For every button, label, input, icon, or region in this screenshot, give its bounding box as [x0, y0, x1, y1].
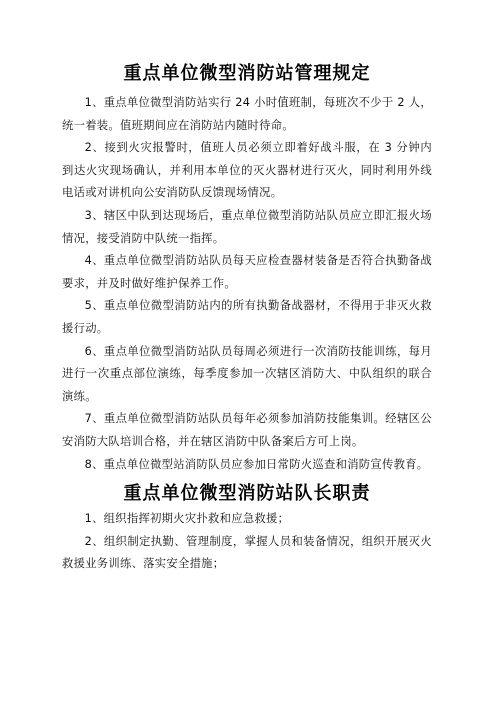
- regulation-item-7: 7、重点单位微型消防站队员每年必须参加消防技能集训。经辖区公安消防大队培训合格，并在辖区消防中队备案后方可上岗。: [62, 412, 432, 448]
- regulation-item-8: 8、重点单位微型站消防队员应参加日常防火巡查和消防宣传教育。: [84, 457, 429, 471]
- regulation-item-1: 1、重点单位微型消防站实行 24 小时值班制，每班次不少于 2 人，统一着装。值班期间应在消防站内随时待命。: [62, 96, 432, 132]
- regulation-item-4: 4、重点单位微型消防站队员每天应检查器材装备是否符合执勤备战要求，并及时做好维护保养工作。: [62, 254, 432, 290]
- section-title-regulations: 重点单位微型消防站管理规定: [123, 63, 371, 84]
- regulation-item-5: 5、重点单位微型消防站内的所有执勤备战器材，不得用于非灭火救援行动。: [62, 299, 432, 335]
- duty-item-2: 2、组织制定执勤、管理制度，掌握人员和装备情况，组织开展灭火救援业务训练、落实安全措施；: [62, 534, 432, 571]
- regulation-item-3: 3、辖区中队到达现场后，重点单位微型消防站队员应立即汇报火场情况，接受消防中队统一指挥。: [62, 208, 432, 245]
- document-body: [62, 60, 432, 576]
- regulation-item-6: 6、重点单位微型消防站队员每周必须进行一次消防技能训练，每月进行一次重点部位演练，每季度参加一次辖区消防大、中队组织的联合演练。: [62, 344, 432, 403]
- regulation-item-2: 2、接到火灾报警时，值班人员必须立即着好战斗服，在 3 分钟内到达火灾现场确认，并利用本单位的灭火器材进行灭火，同时利用外线电话或对讲机向公安消防队反馈现场情况。: [62, 141, 432, 200]
- section-title-captain-duties: 重点单位微型消防站队长职责: [123, 483, 371, 505]
- duty-item-1: 1、组织指挥初期火灾扑救和应急救援；: [84, 512, 290, 526]
